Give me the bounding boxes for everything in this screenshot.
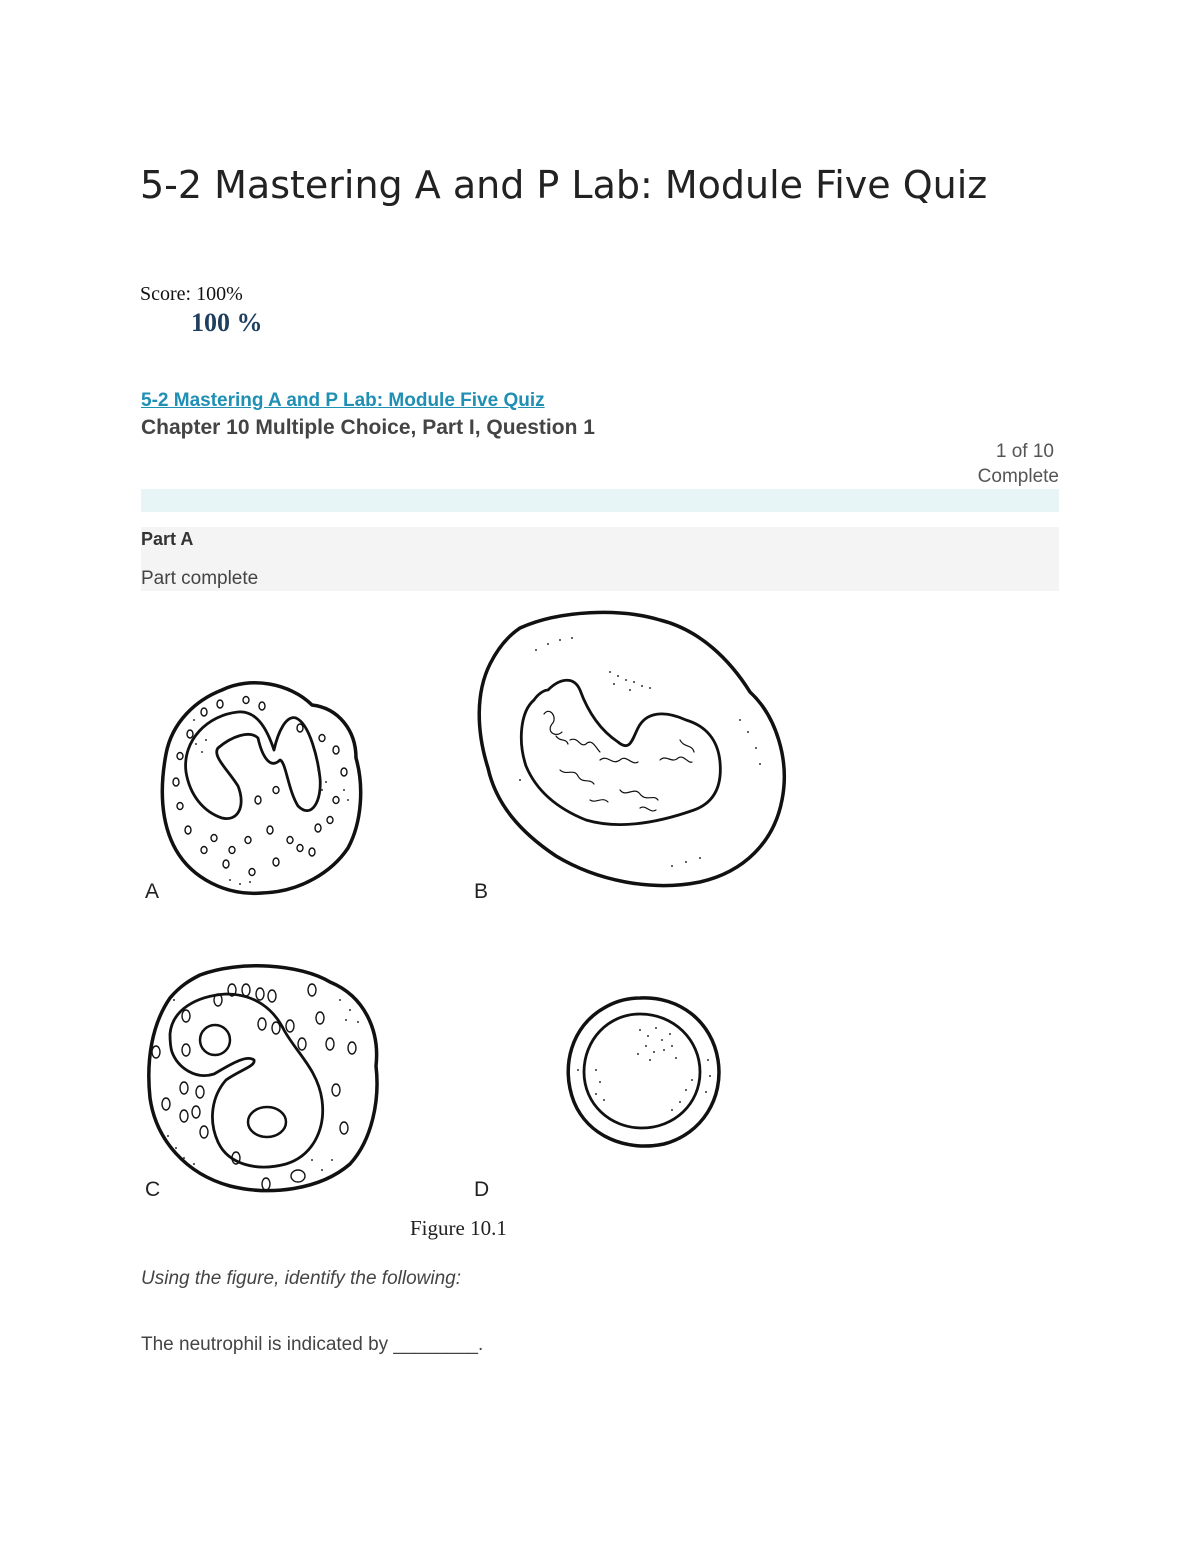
part-status: Part complete xyxy=(141,568,259,589)
part-label: Part A xyxy=(141,529,194,549)
quiz-title-link[interactable]: 5-2 Mastering A and P Lab: Module Five Quiz xyxy=(141,390,545,411)
cell-c-drawing xyxy=(149,966,377,1191)
figure-label-a: A xyxy=(145,880,160,903)
question-instruction: Using the figure, identify the following: xyxy=(141,1268,462,1289)
progress-status: Complete xyxy=(977,466,1059,487)
cell-b-drawing xyxy=(479,612,784,885)
progress-count: 1 of 10 xyxy=(995,441,1054,462)
score-line: Score: 100% xyxy=(140,283,243,305)
page-title: 5-2 Mastering A and P Lab: Module Five Quiz xyxy=(140,163,988,207)
figure-label-d: D xyxy=(474,1178,490,1201)
figure-caption: Figure 10.1 xyxy=(410,1216,507,1240)
score-percentage: 100 % xyxy=(191,308,263,337)
figure-label-c: C xyxy=(145,1178,161,1201)
question-title: Chapter 10 Multiple Choice, Part I, Question 1 xyxy=(141,416,595,439)
cell-a-drawing xyxy=(162,683,360,894)
question-text: The neutrophil is indicated by ________. xyxy=(141,1334,484,1355)
cell-d-drawing xyxy=(568,998,719,1146)
figure-label-b: B xyxy=(474,880,489,903)
